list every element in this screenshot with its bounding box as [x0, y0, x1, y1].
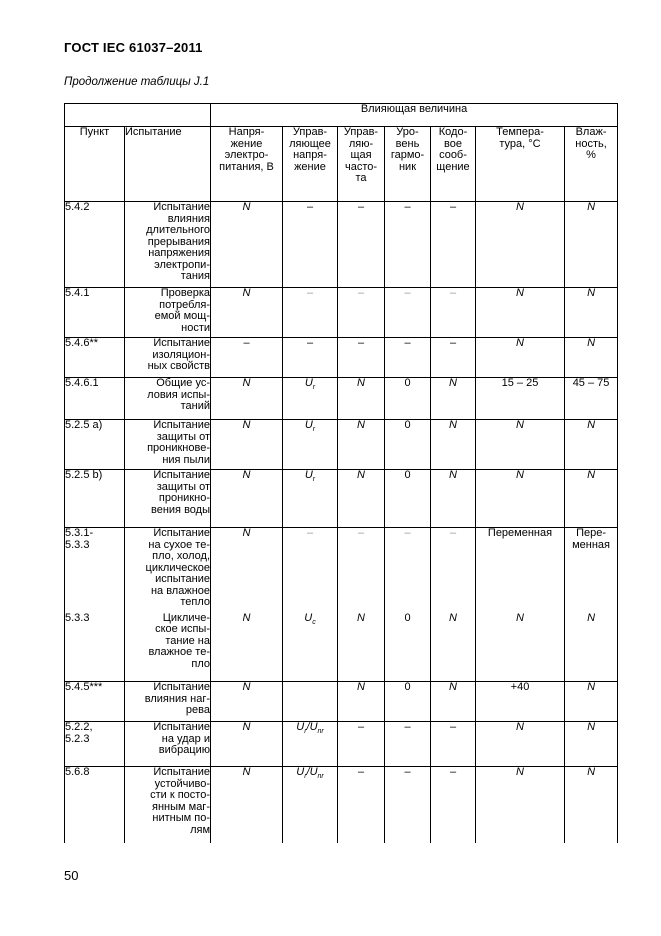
test-cell: Испытание защиты от проникно- вения воды [125, 470, 211, 528]
point-cell: 5.4.6.1 [65, 378, 125, 420]
value-cell: N [338, 420, 385, 470]
table-row [65, 767, 618, 843]
value-cell: – [283, 202, 338, 288]
col-test-header: Испытание [125, 127, 211, 202]
value-cell: – [338, 722, 385, 767]
ur-unr-expression: $U_r/U_{nr}$ [296, 766, 324, 781]
value-cell: N [211, 378, 283, 420]
value-cell: N [565, 288, 618, 338]
table-row [65, 288, 618, 338]
point-cell: 5.2.5 b) [65, 470, 125, 528]
value-cell: N [211, 682, 283, 722]
table-row [65, 528, 618, 613]
value-cell [283, 682, 338, 722]
influence-table [64, 103, 618, 843]
value-cell: – [338, 288, 385, 338]
point-cell: 5.2.5 a) [65, 420, 125, 470]
value-cell: $U_r$ [283, 420, 338, 470]
header-blank [65, 104, 211, 127]
point-cell: 5.4.5*** [65, 682, 125, 722]
value-cell: N [565, 722, 618, 767]
value-cell: N [338, 470, 385, 528]
point-cell: 5.6.8 [65, 767, 125, 843]
col-temperature-header: Темпера- тура, °С [476, 127, 565, 202]
value-cell: +40 [476, 682, 565, 722]
table-row [65, 378, 618, 420]
value-cell: N [431, 470, 476, 528]
table-row [65, 202, 618, 288]
value-cell [565, 528, 618, 613]
value-cell: 0 [385, 470, 431, 528]
value-cell: – [283, 528, 338, 613]
test-cell: Общие ус- ловия испы- таний [125, 378, 211, 420]
value-cell: N [476, 288, 565, 338]
value-cell: N [476, 722, 565, 767]
ur-unr-expression: $U_r/U_{nr}$ [296, 721, 324, 736]
value-cell: – [338, 767, 385, 843]
point-cell: 5.3.3 [65, 613, 125, 682]
value-cell: – [338, 338, 385, 378]
value-cell: N [565, 613, 618, 682]
value-cell: – [431, 338, 476, 378]
value-cell: – [283, 338, 338, 378]
value-cell: N [476, 767, 565, 843]
value-cell: N [211, 722, 283, 767]
test-cell: Испытание влияния длительного прерывания напряжения электропи- тания [125, 202, 211, 288]
value-cell: 45 – 75 [565, 378, 618, 420]
value-cell: – [431, 288, 476, 338]
value-cell: N [565, 682, 618, 722]
value-cell: N [211, 420, 283, 470]
value-cell: – [431, 202, 476, 288]
value-cell: N [431, 613, 476, 682]
value-cell: N [476, 202, 565, 288]
value-cell: – [338, 202, 385, 288]
table-row [65, 722, 618, 767]
value-cell: N [565, 767, 618, 843]
value-cell: Переменная [476, 528, 565, 613]
page-number: 50 [64, 868, 79, 883]
document-header: ГОСТ IEC 61037–2011 [64, 40, 203, 55]
value-cell: N [565, 470, 618, 528]
test-cell: Цикличе- ское испы- тание на влажное те- пло [125, 613, 211, 682]
value-cell [283, 767, 338, 843]
col-code-message-header: Кодо- вое сооб- щение [431, 127, 476, 202]
value-cell: – [385, 288, 431, 338]
value-cell: N [431, 378, 476, 420]
value-cell: 15 – 25 [476, 378, 565, 420]
value-cell: N [431, 420, 476, 470]
value-cell: N [476, 338, 565, 378]
test-cell: Испытание изоляцион- ных свойств [125, 338, 211, 378]
value-cell: – [385, 722, 431, 767]
value-cell: N [211, 470, 283, 528]
value-cell: N [338, 378, 385, 420]
col-voltage-header: Напря- жение электро- питания, В [211, 127, 283, 202]
col-point-header: Пункт [65, 127, 125, 202]
value-cell: N [431, 682, 476, 722]
value-cell: N [338, 613, 385, 682]
value-cell: N [565, 420, 618, 470]
point-cell: 5.4.2 [65, 202, 125, 288]
table-caption: Продолжение таблицы J.1 [64, 76, 210, 88]
value-cell: $U_c$ [283, 613, 338, 682]
table-row [65, 613, 618, 682]
value-cell: – [431, 722, 476, 767]
value-cell: $U_r$ [283, 378, 338, 420]
value-cell: 0 [385, 682, 431, 722]
test-cell: Испытание влияния наг- рева [125, 682, 211, 722]
test-cell: Испытание защиты от проникнове- ния пыли [125, 420, 211, 470]
value-cell: – [283, 288, 338, 338]
col-humidity-header: Влаж- ность, % [565, 127, 618, 202]
table-row [65, 420, 618, 470]
value-cell: 0 [385, 420, 431, 470]
value-cell: N [211, 613, 283, 682]
value-cell: – [431, 528, 476, 613]
col-control-frequency-header: Управ- ляю- щая часто- та [338, 127, 385, 202]
point-cell: 5.2.2, 5.2.3 [65, 722, 125, 767]
value-cell: N [565, 202, 618, 288]
value-cell: N [565, 338, 618, 378]
test-cell: Проверка потребля- емой мощ- ности [125, 288, 211, 338]
value-cell: N [211, 202, 283, 288]
value-cell: N [476, 470, 565, 528]
col-harmonics-header: Уро- вень гармо- ник [385, 127, 431, 202]
humidity-variable-line2: менная [572, 538, 610, 551]
value-cell: – [385, 767, 431, 843]
table-row [65, 338, 618, 378]
test-cell: Испытание устойчиво- сти к посто- янным маг- нитным по- лям [125, 767, 211, 843]
value-cell: N [211, 528, 283, 613]
humidity-variable-line1: Пере- [576, 527, 607, 539]
value-cell: N [211, 767, 283, 843]
value-cell: – [338, 528, 385, 613]
value-cell [283, 722, 338, 767]
value-cell: N [476, 420, 565, 470]
point-cell: 5.4.1 [65, 288, 125, 338]
value-cell: – [385, 528, 431, 613]
value-cell: – [385, 202, 431, 288]
point-cell: 5.3.1- 5.3.3 [65, 528, 125, 613]
col-control-voltage-header: Управ- ляющее напря- жение [283, 127, 338, 202]
table-row [65, 470, 618, 528]
value-cell: N [211, 288, 283, 338]
value-cell: 0 [385, 378, 431, 420]
value-cell: – [385, 338, 431, 378]
test-cell: Испытание на сухое те- пло, холод, циклическое испытание на влажное тепло [125, 528, 211, 613]
table-row [65, 682, 618, 722]
value-cell: $U_r$ [283, 470, 338, 528]
value-cell: 0 [385, 613, 431, 682]
value-cell: N [476, 613, 565, 682]
value-cell: N [338, 682, 385, 722]
value-cell: – [431, 767, 476, 843]
test-cell: Испытание на удар и вибрацию [125, 722, 211, 767]
value-cell: – [211, 338, 283, 378]
group-header: Влияющая величина [211, 104, 618, 127]
point-cell: 5.4.6** [65, 338, 125, 378]
